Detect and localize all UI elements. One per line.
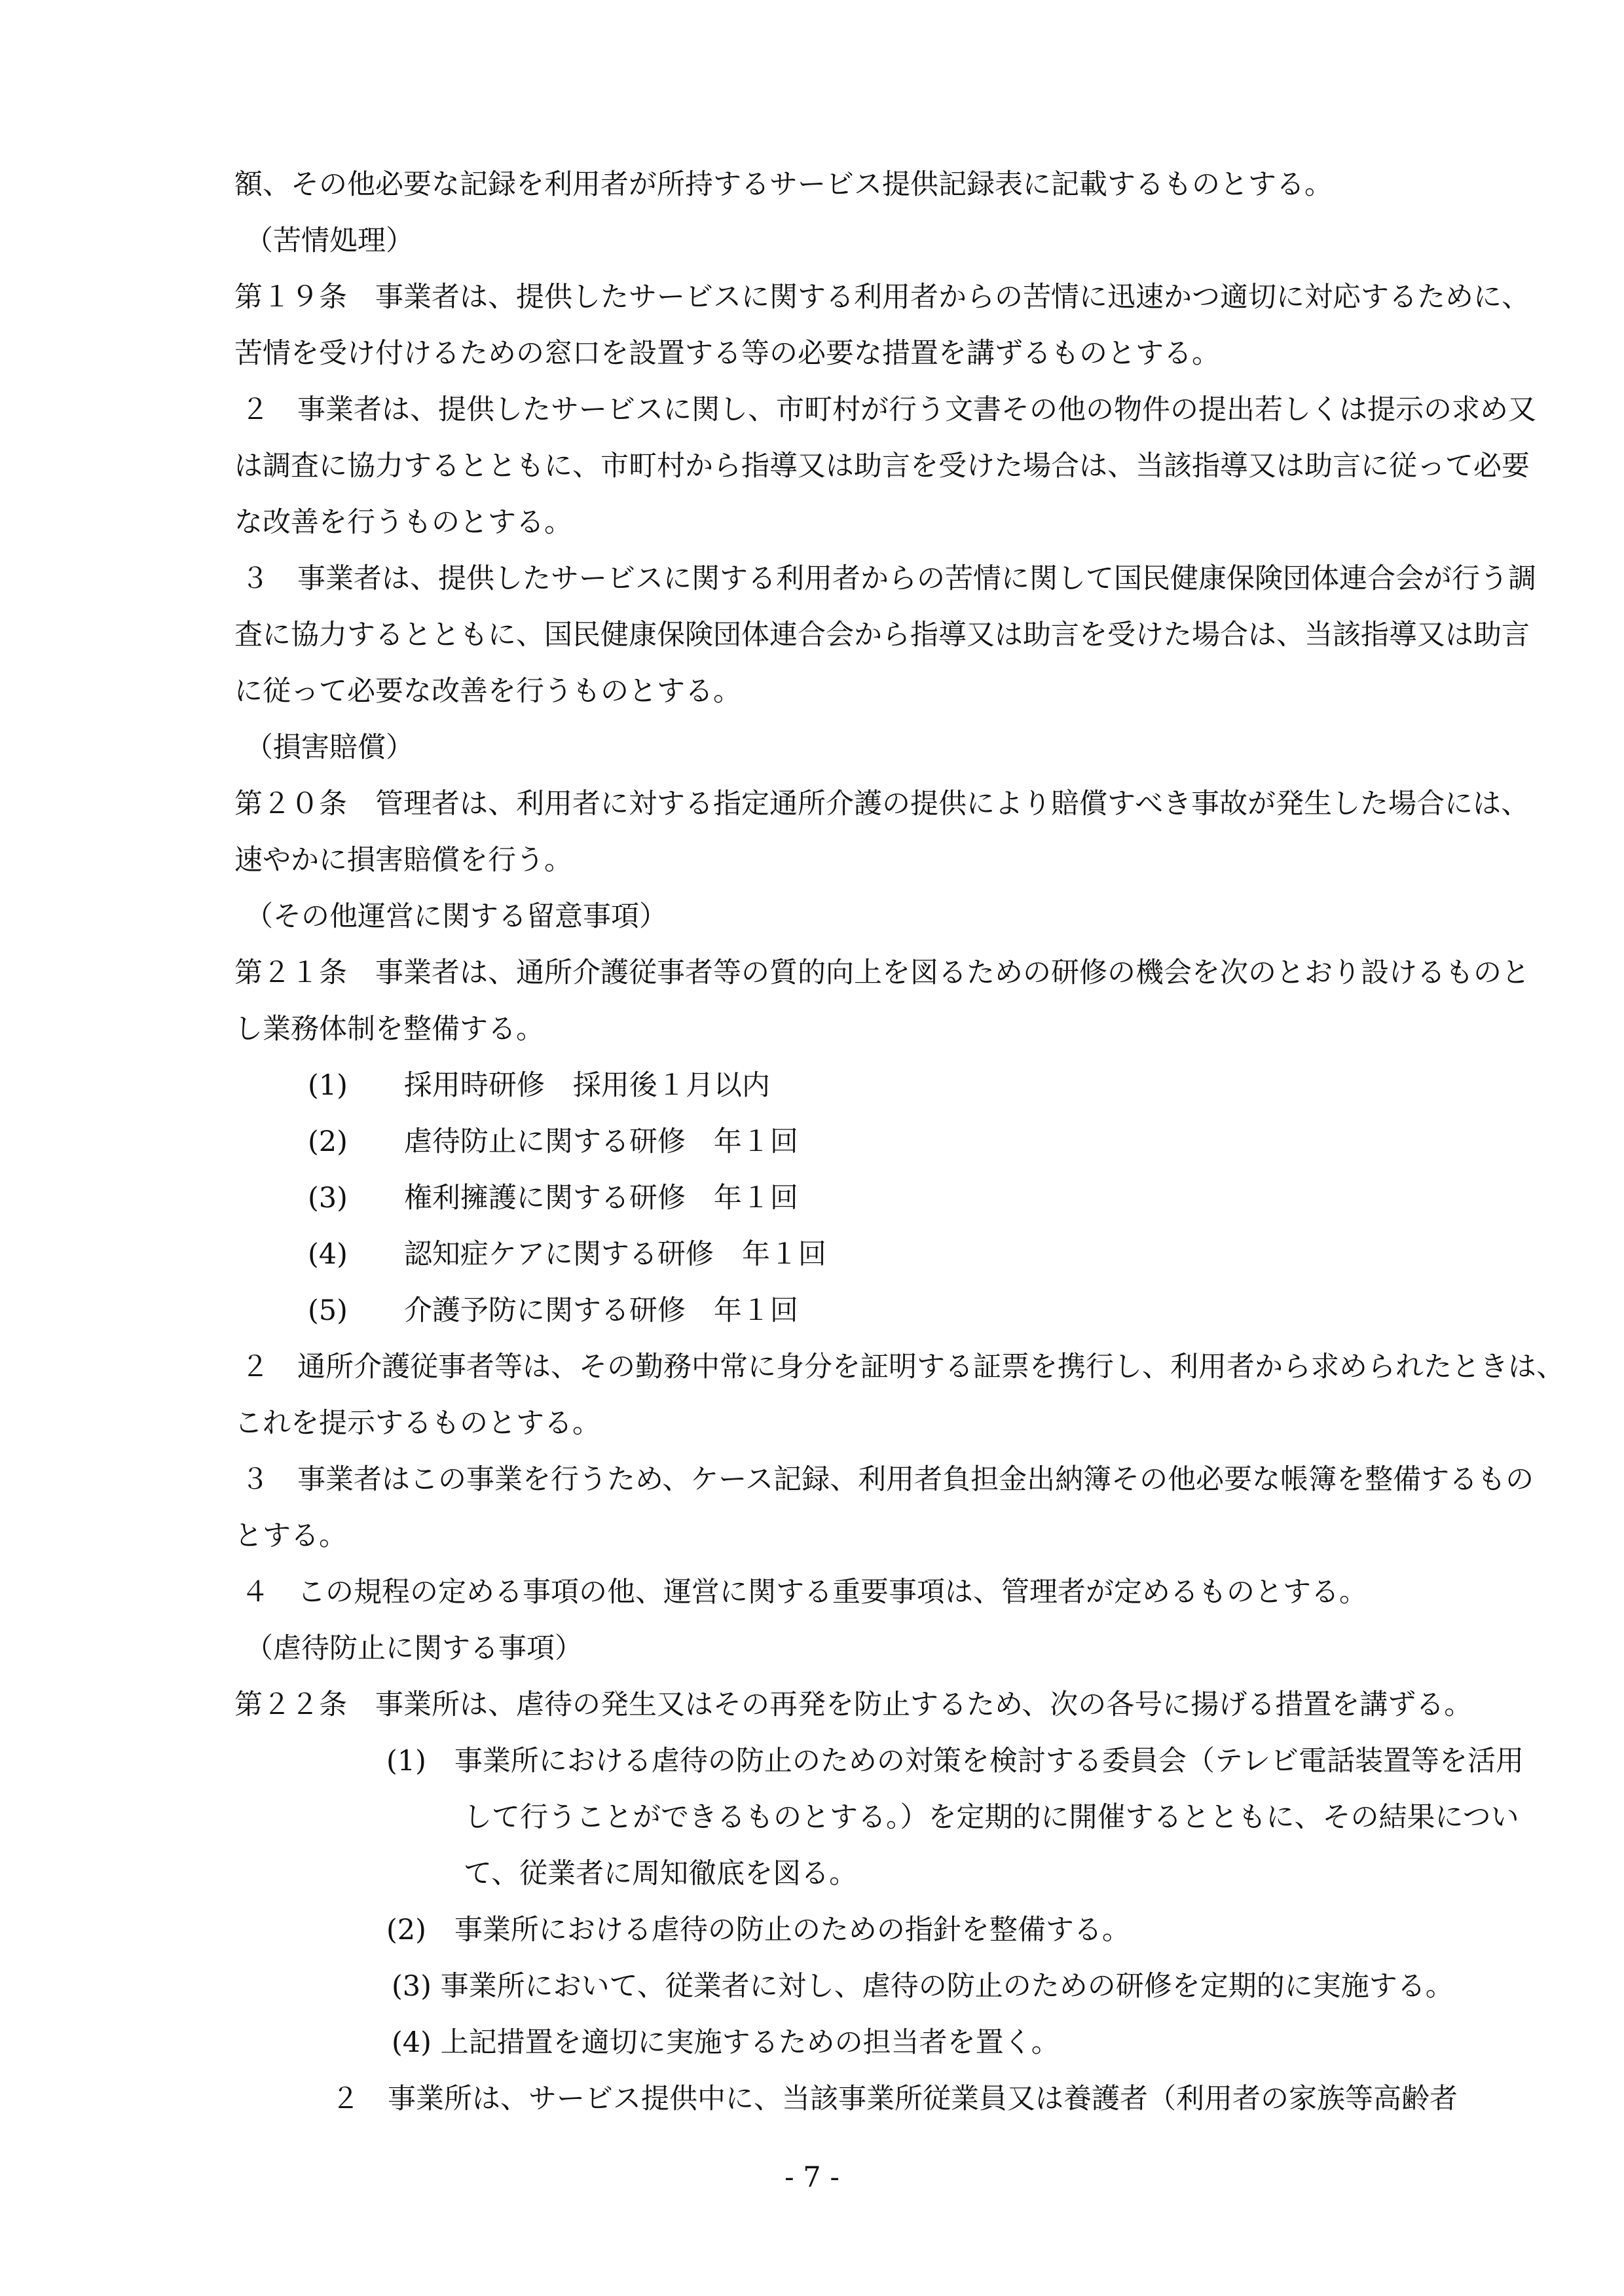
text-line: 速やかに損害賠償を行う。 <box>234 844 572 877</box>
text-line: ３ 事業者はこの事業を行うため、ケース記録、利用者負担金出納簿その他必要な帳簿を整備するもの <box>241 1463 1534 1496</box>
text-line: ２ 事業所は、サービス提供中に、当該事業所従業員又は養護者（利用者の家族等高齢者 <box>331 2083 1458 2115</box>
article-heading-line: 第２０条 管理者は、利用者に対する指定通所介護の提供により賠償すべき事故が発生した場合には、 <box>234 788 1530 820</box>
text-line: に従って必要な改善を行うものとする。 <box>234 675 741 708</box>
section-heading: （苦情処理） <box>245 225 414 257</box>
list-item: (4) 認知症ケアに関する研修 年１回 <box>308 1238 826 1271</box>
text-line: とする。 <box>234 1520 347 1552</box>
article-heading-line: 第１９条 事業者は、提供したサービスに関する利用者からの苦情に迅速かつ適切に対応するために、 <box>234 281 1530 314</box>
text-line: これを提示するものとする。 <box>234 1407 600 1440</box>
list-item: (3) 事業所において、従業者に対し、虐待の防止のための研修を定期的に実施する。 <box>392 1970 1454 2003</box>
article-heading-line: 第２１条 事業者は、通所介護従事者等の質的向上を図るための研修の機会を次のとおり設けるものと <box>234 957 1530 989</box>
text-line: 査に協力するとともに、国民健康保険団体連合会から指導又は助言を受けた場合は、当該指導又は助言 <box>234 619 1530 651</box>
text-line: な改善を行うものとする。 <box>234 506 572 539</box>
section-heading: （虐待防止に関する事項） <box>245 1632 583 1665</box>
text-line: は調査に協力するとともに、市町村から指導又は助言を受けた場合は、当該指導又は助言に従って必要 <box>234 450 1530 483</box>
list-item: (5) 介護予防に関する研修 年１回 <box>308 1294 798 1327</box>
list-item: (4) 上記措置を適切に実施するための担当者を置く。 <box>392 2026 1060 2059</box>
text-line: 額、その他必要な記録を利用者が所持するサービス提供記録表に記載するものとする。 <box>234 168 1333 201</box>
text-line: 苦情を受け付けるための窓口を設置する等の必要な措置を講ずるものとする。 <box>234 337 1220 370</box>
list-item: (1) 採用時研修 採用後１月以内 <box>308 1069 770 1102</box>
page-number: - 7 - <box>784 2161 840 2194</box>
section-heading: （損害賠償） <box>245 731 414 764</box>
text-line: ３ 事業者は、提供したサービスに関する利用者からの苦情に関して国民健康保険団体連合会が行う調 <box>241 562 1536 595</box>
list-item: (2) 虐待防止に関する研修 年１回 <box>308 1125 798 1158</box>
list-item-continuation: して行うことができるものとする。）を定期的に開催するとともに、その結果につい <box>464 1801 1519 1834</box>
text-line: ２ 事業者は、提供したサービスに関し、市町村が行う文書その他の物件の提出若しくは提示の求め又 <box>241 393 1536 426</box>
list-item: (3) 権利擁護に関する研修 年１回 <box>308 1182 798 1214</box>
section-heading: （その他運営に関する留意事項） <box>245 900 667 933</box>
text-line: ２ 通所介護従事者等は、その勤務中常に身分を証明する証票を携行し、利用者から求められたときは、 <box>241 1351 1564 1383</box>
article-heading-line: 第２２条 事業所は、虐待の発生又はその再発を防止するため、次の各号に揚げる措置を講ずる。 <box>234 1688 1473 1721</box>
list-item: (2) 事業所における虐待の防止のための指針を整備する。 <box>386 1914 1130 1946</box>
text-line: し業務体制を整備する。 <box>234 1013 544 1046</box>
list-item-continuation: て、従業者に周知徹底を図る。 <box>464 1857 858 1890</box>
text-line: ４ この規程の定める事項の他、運営に関する重要事項は、管理者が定めるものとする。 <box>241 1576 1367 1609</box>
list-item: (1) 事業所における虐待の防止のための対策を検討する委員会（テレビ電話装置等を活用 <box>386 1745 1524 1777</box>
